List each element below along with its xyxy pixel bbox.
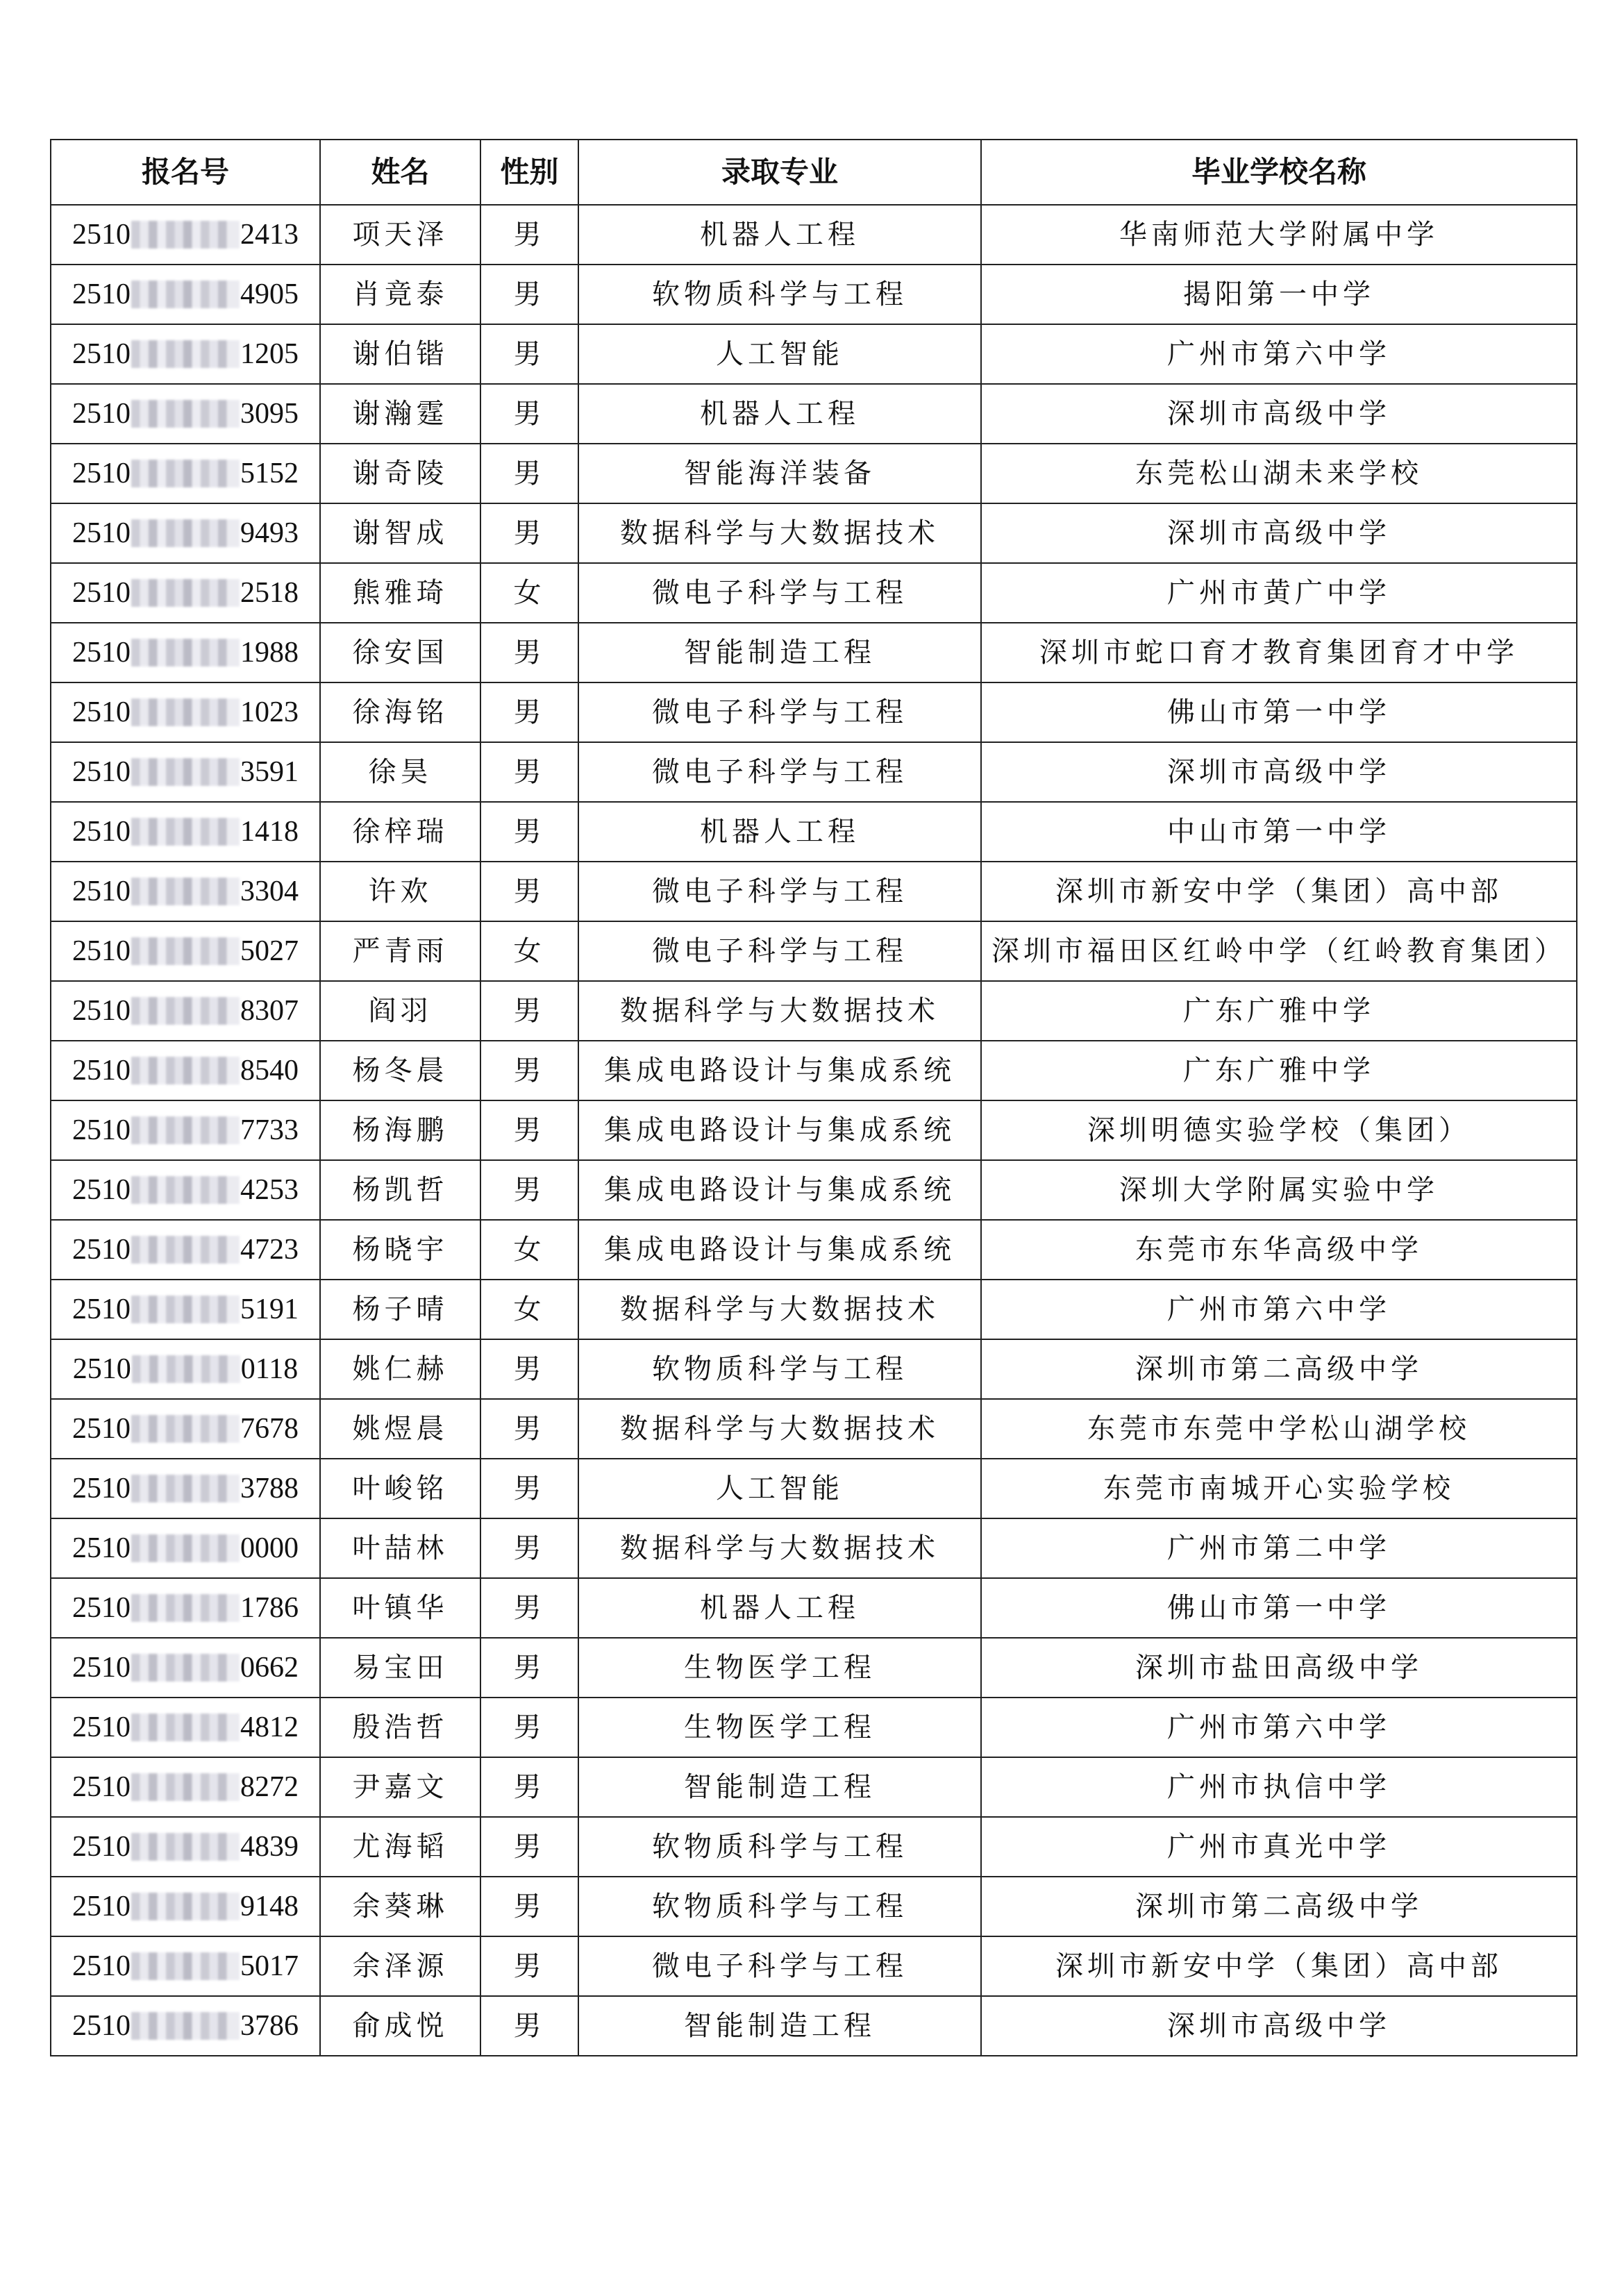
name-cell: 殷浩哲: [320, 1698, 480, 1757]
table-row: [51, 265, 1577, 324]
id-cell: [51, 1996, 320, 2056]
major-cell: 机器人工程: [578, 802, 981, 862]
redaction-mask: [131, 579, 240, 607]
school-cell: 深圳市福田区红岭中学（红岭教育集团）: [981, 921, 1577, 981]
school-cell: 深圳市第二高级中学: [981, 1877, 1577, 1936]
id-prefix: 2510: [72, 338, 131, 370]
major-cell: 软物质科学与工程: [578, 265, 981, 324]
redaction-mask: [132, 1355, 240, 1383]
school-cell: 深圳市盐田高级中学: [981, 1638, 1577, 1698]
major-cell: 微电子科学与工程: [578, 1936, 981, 1996]
name-cell: 姚煜晨: [320, 1399, 480, 1459]
school-cell: 深圳市高级中学: [981, 503, 1577, 563]
redaction-mask: [131, 1475, 240, 1502]
table-row: [51, 205, 1577, 265]
id-suffix: 9148: [240, 1891, 299, 1922]
id-cell: [51, 1339, 320, 1399]
table-row: [51, 1996, 1577, 2056]
name-cell: 叶峻铭: [320, 1459, 480, 1518]
school-cell: 中山市第一中学: [981, 802, 1577, 862]
gender-cell: 女: [480, 1280, 578, 1339]
table-row: [51, 1817, 1577, 1877]
school-cell: 广州市第六中学: [981, 1280, 1577, 1339]
gender-cell: 男: [480, 1160, 578, 1220]
table-body: [51, 205, 1577, 2056]
gender-cell: 男: [480, 384, 578, 444]
id-cell: [51, 384, 320, 444]
table-row: [51, 921, 1577, 981]
name-cell: 杨子晴: [320, 1280, 480, 1339]
id-prefix: 2510: [72, 637, 131, 669]
id-suffix: 3788: [240, 1473, 299, 1505]
table-row: [51, 1757, 1577, 1817]
gender-cell: 男: [480, 1399, 578, 1459]
redaction-mask: [131, 1296, 240, 1323]
major-cell: 微电子科学与工程: [578, 862, 981, 921]
id-cell: [51, 921, 320, 981]
id-prefix: 2510: [72, 577, 131, 609]
school-cell: 东莞市南城开心实验学校: [981, 1459, 1577, 1518]
school-cell: 深圳市高级中学: [981, 1996, 1577, 2056]
major-cell: 智能海洋装备: [578, 444, 981, 503]
name-cell: 徐安国: [320, 623, 480, 682]
redaction-mask: [131, 519, 240, 547]
id-suffix: 1205: [240, 338, 299, 370]
major-cell: 软物质科学与工程: [578, 1339, 981, 1399]
id-prefix: 2510: [72, 1711, 131, 1743]
name-cell: 杨晓宇: [320, 1220, 480, 1280]
id-prefix: 2510: [72, 1413, 131, 1445]
redaction-mask: [131, 1893, 240, 1920]
gender-cell: 男: [480, 1757, 578, 1817]
id-prefix: 2510: [72, 1174, 131, 1206]
id-cell: [51, 682, 320, 742]
gender-cell: 男: [480, 981, 578, 1041]
redaction-mask: [131, 1654, 240, 1682]
id-prefix: 2510: [72, 1831, 131, 1863]
table-row: [51, 324, 1577, 384]
school-cell: 广州市第二中学: [981, 1518, 1577, 1578]
name-cell: 严青雨: [320, 921, 480, 981]
gender-cell: 女: [480, 1220, 578, 1280]
major-cell: 机器人工程: [578, 1578, 981, 1638]
id-prefix: 2510: [72, 278, 131, 310]
major-cell: 集成电路设计与集成系统: [578, 1041, 981, 1100]
header-gender: 性别: [480, 140, 578, 205]
header-id: 报名号: [51, 140, 320, 205]
id-cell: [51, 1578, 320, 1638]
id-cell: [51, 623, 320, 682]
id-prefix: 2510: [72, 756, 131, 788]
major-cell: 机器人工程: [578, 205, 981, 265]
school-cell: 揭阳第一中学: [981, 265, 1577, 324]
id-prefix: 2510: [72, 1592, 131, 1624]
id-suffix: 0000: [240, 1532, 299, 1564]
id-suffix: 0662: [240, 1652, 299, 1684]
id-cell: [51, 265, 320, 324]
school-cell: 东莞市东莞中学松山湖学校: [981, 1399, 1577, 1459]
table-row: [51, 1578, 1577, 1638]
gender-cell: 男: [480, 324, 578, 384]
id-prefix: 2510: [72, 1891, 131, 1922]
table-row: [51, 1339, 1577, 1399]
id-prefix: 2510: [72, 995, 131, 1027]
id-prefix: 2510: [72, 696, 131, 728]
id-suffix: 1418: [240, 816, 299, 848]
name-cell: 尤海韬: [320, 1817, 480, 1877]
admission-table: [50, 139, 1577, 2056]
id-suffix: 1023: [240, 696, 299, 728]
major-cell: 微电子科学与工程: [578, 921, 981, 981]
id-cell: [51, 1280, 320, 1339]
redaction-mask: [131, 639, 240, 667]
id-prefix: 2510: [72, 1114, 131, 1146]
school-cell: 深圳市高级中学: [981, 742, 1577, 802]
name-cell: 谢奇陵: [320, 444, 480, 503]
id-suffix: 7678: [240, 1413, 299, 1445]
id-prefix: 2510: [72, 816, 131, 848]
redaction-mask: [131, 1236, 240, 1264]
id-cell: [51, 1518, 320, 1578]
id-suffix: 4839: [240, 1831, 299, 1863]
id-cell: [51, 1041, 320, 1100]
gender-cell: 男: [480, 1041, 578, 1100]
id-prefix: 2510: [72, 1473, 131, 1505]
name-cell: 谢伯锴: [320, 324, 480, 384]
redaction-mask: [131, 1116, 240, 1144]
major-cell: 微电子科学与工程: [578, 563, 981, 623]
gender-cell: 男: [480, 623, 578, 682]
major-cell: 人工智能: [578, 324, 981, 384]
school-cell: 广州市第六中学: [981, 1698, 1577, 1757]
id-suffix: 1988: [240, 637, 299, 669]
table-row: [51, 1459, 1577, 1518]
id-suffix: 4253: [240, 1174, 299, 1206]
id-prefix: 2510: [72, 875, 131, 907]
table-row: [51, 742, 1577, 802]
school-cell: 广州市黄广中学: [981, 563, 1577, 623]
redaction-mask: [131, 1713, 240, 1741]
gender-cell: 男: [480, 1698, 578, 1757]
name-cell: 熊雅琦: [320, 563, 480, 623]
id-suffix: 2518: [240, 577, 299, 609]
school-cell: 广东广雅中学: [981, 1041, 1577, 1100]
redaction-mask: [131, 221, 240, 249]
id-cell: [51, 742, 320, 802]
school-cell: 东莞市东华高级中学: [981, 1220, 1577, 1280]
major-cell: 数据科学与大数据技术: [578, 1280, 981, 1339]
id-suffix: 9493: [240, 517, 299, 549]
name-cell: 谢瀚霆: [320, 384, 480, 444]
redaction-mask: [131, 1057, 240, 1084]
header-major: 录取专业: [578, 140, 981, 205]
id-prefix: 2510: [72, 1532, 131, 1564]
redaction-mask: [131, 1534, 240, 1562]
major-cell: 集成电路设计与集成系统: [578, 1160, 981, 1220]
school-cell: 广州市执信中学: [981, 1757, 1577, 1817]
id-cell: [51, 1638, 320, 1698]
id-suffix: 4905: [240, 278, 299, 310]
redaction-mask: [131, 460, 240, 487]
id-cell: [51, 1220, 320, 1280]
name-cell: 杨凯哲: [320, 1160, 480, 1220]
table-row: [51, 503, 1577, 563]
name-cell: 肖竟泰: [320, 265, 480, 324]
header-row: [51, 140, 1577, 205]
redaction-mask: [131, 1594, 240, 1622]
table-row: [51, 802, 1577, 862]
id-prefix: 2510: [72, 1652, 131, 1684]
name-cell: 姚仁赫: [320, 1339, 480, 1399]
id-prefix: 2510: [72, 1293, 131, 1325]
major-cell: 数据科学与大数据技术: [578, 1399, 981, 1459]
table-row: [51, 1100, 1577, 1160]
major-cell: 数据科学与大数据技术: [578, 981, 981, 1041]
id-prefix: 2510: [72, 2010, 131, 2042]
id-cell: [51, 1160, 320, 1220]
major-cell: 数据科学与大数据技术: [578, 1518, 981, 1578]
id-suffix: 5017: [240, 1950, 299, 1982]
id-cell: [51, 802, 320, 862]
gender-cell: 男: [480, 1578, 578, 1638]
major-cell: 微电子科学与工程: [578, 742, 981, 802]
table-row: [51, 1877, 1577, 1936]
school-cell: 深圳市第二高级中学: [981, 1339, 1577, 1399]
major-cell: 智能制造工程: [578, 1996, 981, 2056]
table-row: [51, 1220, 1577, 1280]
id-cell: [51, 1100, 320, 1160]
major-cell: 人工智能: [578, 1459, 981, 1518]
gender-cell: 男: [480, 862, 578, 921]
major-cell: 智能制造工程: [578, 623, 981, 682]
id-cell: [51, 503, 320, 563]
id-prefix: 2510: [72, 1950, 131, 1982]
id-suffix: 8307: [240, 995, 299, 1027]
gender-cell: 男: [480, 742, 578, 802]
school-cell: 深圳大学附属实验中学: [981, 1160, 1577, 1220]
id-suffix: 3304: [240, 875, 299, 907]
id-prefix: 2510: [72, 219, 131, 251]
redaction-mask: [131, 1833, 240, 1861]
id-suffix: 8272: [240, 1771, 299, 1803]
id-prefix: 2510: [72, 398, 131, 430]
school-cell: 广州市真光中学: [981, 1817, 1577, 1877]
id-suffix: 5027: [240, 935, 299, 967]
id-suffix: 5191: [240, 1293, 299, 1325]
table-row: [51, 1518, 1577, 1578]
gender-cell: 男: [480, 1339, 578, 1399]
major-cell: 软物质科学与工程: [578, 1817, 981, 1877]
gender-cell: 男: [480, 1877, 578, 1936]
table-row: [51, 1280, 1577, 1339]
major-cell: 生物医学工程: [578, 1698, 981, 1757]
table-row: [51, 1160, 1577, 1220]
gender-cell: 男: [480, 265, 578, 324]
table-row: [51, 682, 1577, 742]
redaction-mask: [131, 2012, 240, 2040]
id-prefix: 2510: [72, 935, 131, 967]
major-cell: 智能制造工程: [578, 1757, 981, 1817]
id-cell: [51, 1757, 320, 1817]
table-row: [51, 1936, 1577, 1996]
gender-cell: 男: [480, 1100, 578, 1160]
redaction-mask: [131, 758, 240, 786]
name-cell: 徐海铭: [320, 682, 480, 742]
id-cell: [51, 862, 320, 921]
redaction-mask: [131, 997, 240, 1025]
id-suffix: 4812: [240, 1711, 299, 1743]
name-cell: 许欢: [320, 862, 480, 921]
id-cell: [51, 1459, 320, 1518]
id-cell: [51, 444, 320, 503]
school-cell: 华南师范大学附属中学: [981, 205, 1577, 265]
name-cell: 尹嘉文: [320, 1757, 480, 1817]
major-cell: 微电子科学与工程: [578, 682, 981, 742]
id-suffix: 3786: [240, 2010, 299, 2042]
table-row: [51, 862, 1577, 921]
school-cell: 广州市第六中学: [981, 324, 1577, 384]
redaction-mask: [131, 280, 240, 308]
table-row: [51, 1698, 1577, 1757]
id-suffix: 8540: [240, 1055, 299, 1087]
gender-cell: 男: [480, 444, 578, 503]
major-cell: 软物质科学与工程: [578, 1877, 981, 1936]
table-row: [51, 1041, 1577, 1100]
school-cell: 东莞松山湖未来学校: [981, 444, 1577, 503]
redaction-mask: [131, 340, 240, 368]
id-suffix: 1786: [240, 1592, 299, 1624]
gender-cell: 男: [480, 205, 578, 265]
id-prefix: 2510: [72, 1771, 131, 1803]
gender-cell: 男: [480, 682, 578, 742]
id-suffix: 0118: [240, 1353, 299, 1385]
redaction-mask: [131, 818, 240, 846]
school-cell: 深圳明德实验学校（集团）: [981, 1100, 1577, 1160]
table-row: [51, 1399, 1577, 1459]
gender-cell: 男: [480, 1638, 578, 1698]
id-cell: [51, 1817, 320, 1877]
name-cell: 阎羽: [320, 981, 480, 1041]
id-cell: [51, 1698, 320, 1757]
gender-cell: 男: [480, 1459, 578, 1518]
gender-cell: 男: [480, 503, 578, 563]
id-cell: [51, 1936, 320, 1996]
redaction-mask: [131, 698, 240, 726]
table-row: [51, 981, 1577, 1041]
id-prefix: 2510: [72, 458, 131, 489]
name-cell: 徐昊: [320, 742, 480, 802]
major-cell: 生物医学工程: [578, 1638, 981, 1698]
major-cell: 数据科学与大数据技术: [578, 503, 981, 563]
id-cell: [51, 1877, 320, 1936]
id-suffix: 4723: [240, 1234, 299, 1266]
id-cell: [51, 563, 320, 623]
name-cell: 谢智成: [320, 503, 480, 563]
header-school: 毕业学校名称: [981, 140, 1577, 205]
table-row: [51, 563, 1577, 623]
id-cell: [51, 1399, 320, 1459]
id-cell: [51, 324, 320, 384]
gender-cell: 男: [480, 1996, 578, 2056]
name-cell: 叶镇华: [320, 1578, 480, 1638]
school-cell: 深圳市蛇口育才教育集团育才中学: [981, 623, 1577, 682]
name-cell: 余泽源: [320, 1936, 480, 1996]
table-row: [51, 384, 1577, 444]
redaction-mask: [131, 1952, 240, 1980]
school-cell: 深圳市新安中学（集团）高中部: [981, 862, 1577, 921]
id-suffix: 3095: [240, 398, 299, 430]
gender-cell: 男: [480, 802, 578, 862]
table-row: [51, 1638, 1577, 1698]
table-row: [51, 623, 1577, 682]
id-suffix: 7733: [240, 1114, 299, 1146]
redaction-mask: [131, 1176, 240, 1204]
school-cell: 佛山市第一中学: [981, 682, 1577, 742]
name-cell: 易宝田: [320, 1638, 480, 1698]
name-cell: 叶喆林: [320, 1518, 480, 1578]
redaction-mask: [131, 1415, 240, 1443]
id-cell: [51, 205, 320, 265]
redaction-mask: [131, 937, 240, 965]
id-suffix: 2413: [240, 219, 299, 251]
id-suffix: 5152: [240, 458, 299, 489]
redaction-mask: [131, 878, 240, 905]
major-cell: 机器人工程: [578, 384, 981, 444]
table-row: [51, 444, 1577, 503]
gender-cell: 男: [480, 1817, 578, 1877]
redaction-mask: [131, 400, 240, 428]
school-cell: 佛山市第一中学: [981, 1578, 1577, 1638]
id-prefix: 2510: [72, 517, 131, 549]
id-prefix: 2510: [72, 1353, 131, 1385]
name-cell: 徐梓瑞: [320, 802, 480, 862]
id-prefix: 2510: [72, 1234, 131, 1266]
gender-cell: 男: [480, 1936, 578, 1996]
school-cell: 深圳市新安中学（集团）高中部: [981, 1936, 1577, 1996]
gender-cell: 女: [480, 563, 578, 623]
id-prefix: 2510: [72, 1055, 131, 1087]
id-suffix: 3591: [240, 756, 299, 788]
school-cell: 深圳市高级中学: [981, 384, 1577, 444]
name-cell: 余葵琳: [320, 1877, 480, 1936]
gender-cell: 男: [480, 1518, 578, 1578]
school-cell: 广东广雅中学: [981, 981, 1577, 1041]
major-cell: 集成电路设计与集成系统: [578, 1220, 981, 1280]
name-cell: 项天泽: [320, 205, 480, 265]
name-cell: 杨冬晨: [320, 1041, 480, 1100]
header-name: 姓名: [320, 140, 480, 205]
name-cell: 俞成悦: [320, 1996, 480, 2056]
gender-cell: 女: [480, 921, 578, 981]
id-cell: [51, 981, 320, 1041]
redaction-mask: [131, 1773, 240, 1801]
name-cell: 杨海鹏: [320, 1100, 480, 1160]
major-cell: 集成电路设计与集成系统: [578, 1100, 981, 1160]
